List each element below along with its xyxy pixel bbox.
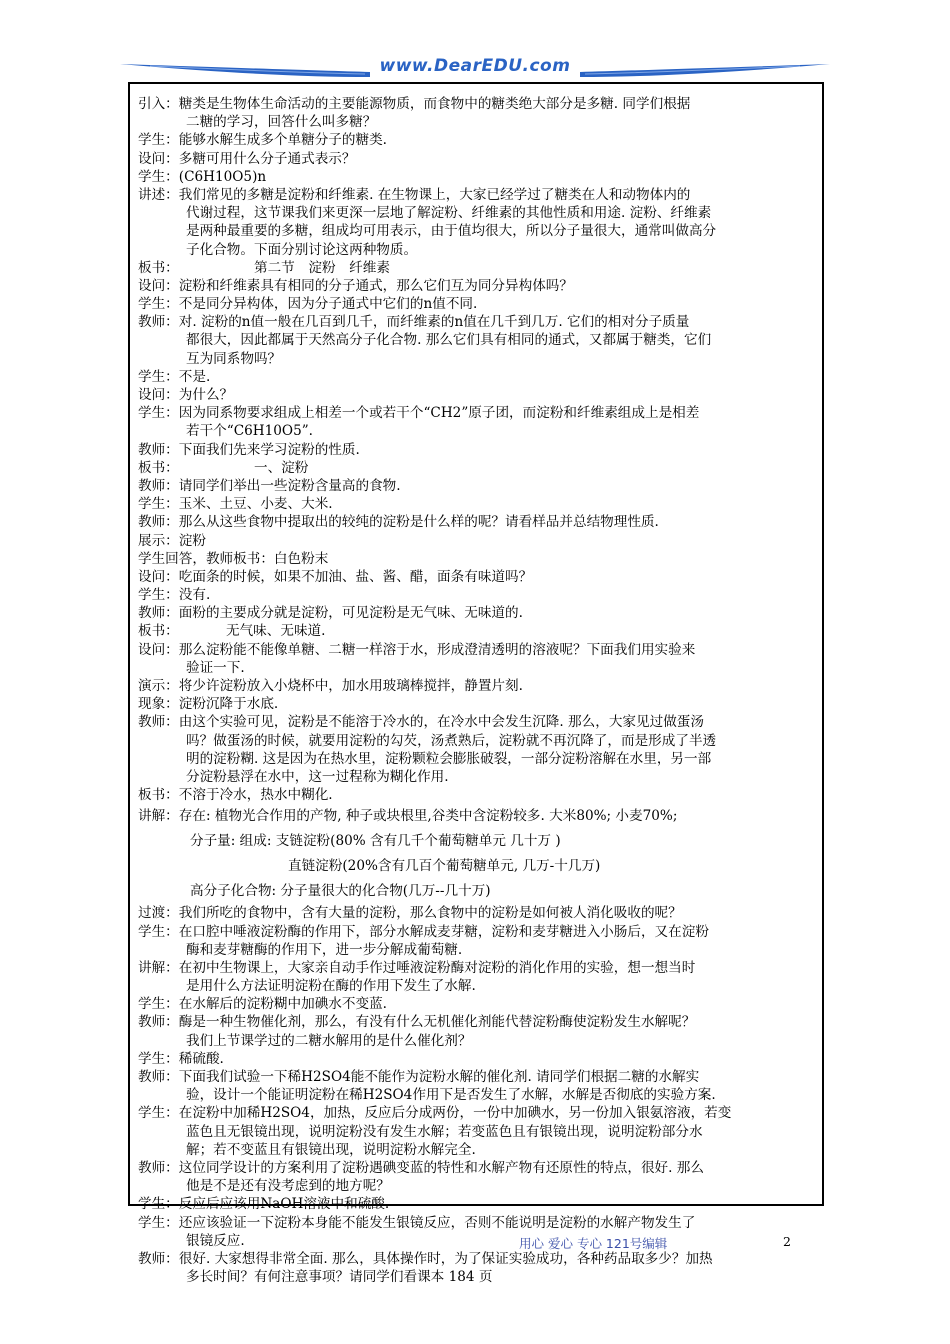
text-line: 教师：这位同学设计的方案利用了淀粉遇碘变蓝的特性和水解产物有还原性的特点，很好. 那么 <box>138 1159 704 1176</box>
text-line: 设问：那么淀粉能不能像单糖、二糖一样溶于水，形成澄清透明的溶液呢？下面我们用实验来 <box>138 641 696 658</box>
text-line: 教师：请同学们举出一些淀粉含量高的食物. <box>138 477 401 494</box>
text-line: 学生：在水解后的淀粉糊中加碘水不变蓝. <box>138 996 388 1013</box>
board-note-line <box>138 622 818 640</box>
text-line: 是两种最重要的多糖，组成均可用表示，由于值均很大，所以分子量很大，通常叫做高分 <box>186 223 717 240</box>
text-line: 引入：糖类是生物体生命活动的主要能源物质，而食物中的糖类绝大部分是多糖. 同学们根据 <box>138 96 691 112</box>
text-line: 高分子化合物: 分子量很大的化合物(几万--几十万) <box>190 883 491 900</box>
speaker-label: 板书： <box>138 459 179 476</box>
speaker-label: 板书： <box>138 623 179 640</box>
text-line: 教师：面粉的主要成分就是淀粉，可见淀粉是无气味、无味道的. <box>138 605 523 622</box>
text-line: 酶和麦芽糖酶的作用下，进一步分解成葡萄糖. <box>186 941 463 958</box>
text-line: 设问：吃面条的时候，如果不加油、盐、酱、醋，面条有味道吗？ <box>138 568 533 585</box>
text-line: 若干个“C6H10O5”. <box>186 423 313 440</box>
text-line: 教师：对. 淀粉的n值一般在几百到几千，而纤维素的n值在几千到几万. 它们的相对分子质量 <box>138 314 690 331</box>
text-line: 验，设计一个能证明淀粉在稀H2SO4作用下是否发生了水解，水解是否彻底的实验方案. <box>186 1087 716 1104</box>
text-line: 学生：能够水解生成多个单糖分子的糖类. <box>138 132 388 149</box>
text-line: 互为同系物吗？ <box>186 350 282 367</box>
text-line: 设问：为什么？ <box>138 387 234 403</box>
text-line: 分子量: 组成: 支链淀粉(80% 含有几千个葡萄糖单元 几十万 ) <box>190 833 561 850</box>
text-line: 学生：不是. <box>138 368 211 385</box>
lesson-body <box>138 95 818 1286</box>
text-line: 学生：因为同系物要求组成上相差一个或若干个“CH2”原子团，而淀粉和纤维素组成上是相差 <box>138 405 700 422</box>
text-line: 学生：没有. <box>138 587 211 604</box>
text-line: 蓝色且无银镜出现，说明淀粉没有发生水解；若变蓝色且有银镜出现，说明淀粉部分水 <box>186 1123 703 1140</box>
text-line: 讲述：我们常见的多糖是淀粉和纤维素. 在生物课上，大家已经学过了糖类在人和动物体内的 <box>138 186 691 203</box>
text-line: 二糖的学习，回答什么叫多糖？ <box>186 114 377 131</box>
text-line: 讲解：存在: 植物光合作用的产物, 种子或块根里,谷类中含淀粉较多. 大米80%; 小麦70%; <box>138 808 678 825</box>
text-line: 代谢过程，这节课我们来更深一层地了解淀粉、纤维素的其他性质和用途. 淀粉、纤维素 <box>186 205 712 222</box>
text-line: 教师：很好. 大家想得非常全面. 那么，具体操作时，为了保证实验成功，各种药品取多少？加热 <box>138 1250 713 1267</box>
text-line: 解；若不变蓝且有银镜出现，说明淀粉水解完全. <box>186 1141 476 1158</box>
text-line: 演示：将少许淀粉放入小烧杯中，加水用玻璃棒搅拌，静置片刻. <box>138 678 523 694</box>
text-line: 教师：下面我们先来学习淀粉的性质. <box>138 441 360 458</box>
text-line: 学生：稀硫酸. <box>138 1050 224 1067</box>
text-line: 学生：在淀粉中加稀H2SO4，加热，反应后分成两份，一份中加碘水，另一份加入银氨溶液，若变 <box>138 1105 732 1122</box>
text-line: 我们上节课学过的二糖水解用的是什么催化剂？ <box>186 1032 472 1049</box>
text-line: 学生：(C6H10O5)n <box>138 168 267 185</box>
board-heading-line <box>138 259 818 277</box>
text-line: 学生：玉米、土豆、小麦、大米. <box>138 496 333 513</box>
text-line: 讲解：在初中生物课上，大家亲自动手作过唾液淀粉酶对淀粉的消化作用的实验，想一想当时 <box>138 959 696 976</box>
subsection-title: 一、淀粉 <box>254 459 309 476</box>
text-line: 银镜反应. <box>186 1232 245 1249</box>
text-line: 板书：不溶于冷水，热水中糊化. <box>138 787 333 804</box>
text-line: 学生回答，教师板书：白色粉末 <box>138 550 329 567</box>
footer-credit: 用心 爱心 专心 121号编辑 <box>519 1236 668 1251</box>
text-line: 学生：还应该验证一下淀粉本身能不能发生银镜反应，否则不能说明是淀粉的水解产物发生了 <box>138 1214 696 1231</box>
text-line: 设问：多糖可用什么分子通式表示？ <box>138 150 356 167</box>
text-line: 教师：酶是一种生物催化剂，那么，有没有什么无机催化剂能代替淀粉酶使淀粉发生水解呢？ <box>138 1014 696 1031</box>
text-line: 教师：那么从这些食物中提取出的较纯的淀粉是什么样的呢？请看样品并总结物理性质. <box>138 514 659 531</box>
text-line: 学生：在口腔中唾液淀粉酶的作用下，部分水解成麦芽糖，淀粉和麦芽糖进入小肠后，又在淀粉 <box>138 923 709 940</box>
board-note: 无气味、无味道. <box>226 623 326 640</box>
text-line: 学生：反应后应该用NaOH溶液中和硫酸. <box>138 1196 390 1213</box>
text-line: 学生：不是同分异构体，因为分子通式中它们的n值不同. <box>138 296 478 313</box>
text-line: 展示：淀粉 <box>138 532 206 549</box>
page-number: 2 <box>783 1234 791 1249</box>
text-line: 他是不是还有没考虑到的地方呢？ <box>186 1178 390 1195</box>
board-heading-line <box>138 459 818 477</box>
text-line: 子化合物。下面分别讨论这两种物质。 <box>186 241 418 258</box>
text-line: 过渡：我们所吃的食物中，含有大量的淀粉，那么食物中的淀粉是如何被人消化吸收的呢？ <box>138 905 682 922</box>
text-line: 是用什么方法证明淀粉在酶的作用下发生了水解. <box>186 978 476 995</box>
text-line: 分淀粉悬浮在水中，这一过程称为糊化作用. <box>186 768 449 785</box>
text-line: 直链淀粉(20%含有几百个葡萄糖单元, 几万-十几万) <box>288 858 601 875</box>
text-line: 验证一下. <box>186 659 245 676</box>
text-line: 明的淀粉糊. 这是因为在热水里，淀粉颗粒会膨胀破裂，一部分淀粉溶解在水里，另一部 <box>186 750 712 767</box>
text-line: 多长时间？有何注意事项？请同学们看课本 184 页 <box>186 1269 493 1286</box>
speaker-label: 板书： <box>138 259 179 276</box>
text-line: 教师：下面我们试验一下稀H2SO4能不能作为淀粉水解的催化剂. 请同学们根据二糖的水解实 <box>138 1069 700 1085</box>
site-url: www.DearEDU.com <box>379 56 571 76</box>
section-title: 第二节 淀粉 纤维素 <box>254 259 390 276</box>
text-line: 设问：淀粉和纤维素具有相同的分子通式，那么它们互为同分异构体吗？ <box>138 277 573 294</box>
text-line: 都很大，因此都属于天然高分子化合物. 那么它们具有相同的通式，又都属于糖类，它们 <box>186 332 712 349</box>
text-line: 吗？做蛋汤的时候，就要用淀粉的勾芡，汤煮熟后，淀粉就不再沉降了，而是形成了半透 <box>186 732 717 749</box>
text-line: 现象：淀粉沉降于水底. <box>138 696 279 713</box>
text-line: 教师：由这个实验可见，淀粉是不能溶于冷水的，在冷水中会发生沉降. 那么，大家见过做蛋汤 <box>138 714 704 731</box>
